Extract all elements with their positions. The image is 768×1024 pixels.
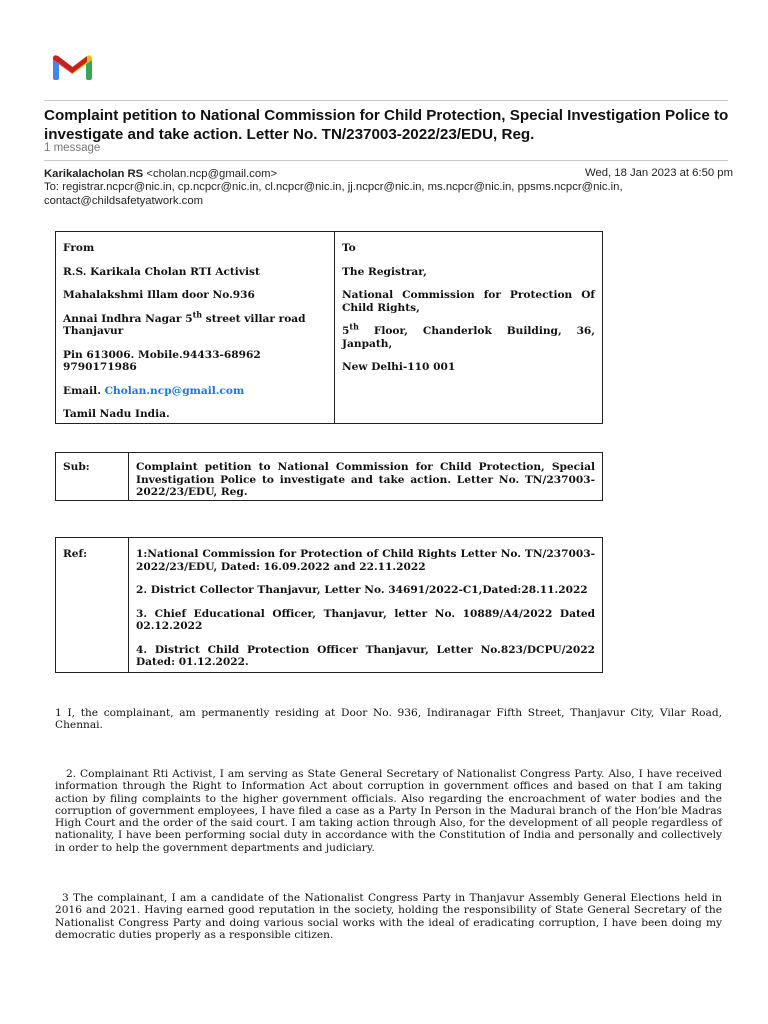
header-divider xyxy=(44,100,728,101)
reference-table xyxy=(55,537,603,673)
paragraph-2: 2. Complainant Rti Activist, I am serving as State General Secretary of Nationalist Congress Party. Also, I have received information through the Right to Information Act about corruption in government offices and based on that I am taking action by filing complaints to the higher government officials. Also regarding the encroachment of water bodies and the corruption of government employees, I have filed a case as a Party In Person in the Madurai branch of the Hon’ble Madras High Court and the order of the said court. I am taking action through Also, for the development of all people regardless of nationality, I have been performing social duty in accordance with the Constitution of India and personally and collectively in order to help the government departments and judiciary. xyxy=(55,768,722,854)
sub-text: Complaint petition to National Commission for Child Protection, Special Investigation Police to investigate and take action. Letter No. TN/237003-2022/23/EDU, Reg. xyxy=(129,453,603,501)
to-title: The Registrar, xyxy=(342,265,427,278)
from-heading: From xyxy=(63,242,95,254)
email-subject: Complaint petition to National Commission for Child Protection, Special Investigation Police to investigate and take action. Letter No. TN/237003-2022/23/EDU, Reg. xyxy=(44,107,729,143)
from-email-link[interactable]: Cholan.ncp@gmail.com xyxy=(104,384,245,397)
address-table xyxy=(55,231,603,424)
from-address1: Mahalakshmi Illam door No.936 xyxy=(63,289,255,301)
to-floor: 5th Floor, Chanderlok Building, 36, Janpath, xyxy=(342,321,595,350)
from-email: Email. Cholan.ncp@gmail.com xyxy=(63,384,245,397)
sub-label: Sub: xyxy=(56,453,129,501)
from-country: Tamil Nadu India. xyxy=(63,408,170,420)
from-cell xyxy=(56,232,335,424)
sender-name[interactable]: Karikalacholan RS xyxy=(44,168,144,180)
message-count: 1 message xyxy=(44,142,101,154)
paragraph-3: 3 The complainant, I am a candidate of the Nationalist Congress Party in Thanjavur Assembly General Elections held in 2016 and 2021. Having earned good reputation in the society, holding the responsibility of State General Secretary of the Nationalist Congress Party and doing various social works with the ideal of eradicating corruption, I have been doing my democratic duties properly as a responsible citizen. xyxy=(55,892,722,941)
to-city: New Delhi-110 001 xyxy=(342,361,456,373)
sender-email[interactable]: <cholan.ncp@gmail.com> xyxy=(146,168,278,180)
ref-label: Ref: xyxy=(56,538,129,673)
ref-list xyxy=(129,538,603,673)
email-date: Wed, 18 Jan 2023 at 6:50 pm xyxy=(584,167,733,179)
recipients-line: To: registrar.ncpcr@nic.in, cp.ncpcr@nic.in, cl.ncpcr@nic.in, jj.ncpcr@nic.in, ms.ncpcr@nic.in, ppsms.ncpcr@nic.in, contact@childsafetyatwork.com xyxy=(44,181,623,207)
from-name: R.S. Karikala Cholan RTI Activist xyxy=(63,265,260,278)
to-heading: To xyxy=(342,242,356,254)
to-cell xyxy=(335,232,603,424)
ref-item: 2. District Collector Thanjavur, Letter No. 34691/2022-C1,Dated:28.11.2022 xyxy=(136,584,588,596)
to-org: National Commission for Protection Of Child Rights, xyxy=(342,289,595,314)
ref-item: 1:National Commission for Protection of Child Rights Letter No. TN/237003-2022/23/EDU, Dated: 16.09.2022 and 22.11.2022 xyxy=(136,548,595,573)
from-address2: Annai Indhra Nagar 5th street villar road Thanjavur xyxy=(63,308,306,337)
ref-item: 3. Chief Educational Officer, Thanjavur, letter No. 10889/A4/2022 Dated 02.12.2022 xyxy=(136,607,595,632)
subject-divider xyxy=(44,160,728,161)
ref-item: 4. District Child Protection Officer Thanjavur, Letter No.823/DCPU/2022 Dated: 01.12.2022. xyxy=(136,643,595,668)
gmail-logo-icon xyxy=(53,54,92,80)
subject-table xyxy=(55,452,603,501)
sender-line xyxy=(44,167,277,181)
from-pin: Pin 613006. Mobile.94433-68962 9790171986 xyxy=(63,348,261,373)
paragraph-1: 1 I, the complainant, am permanently residing at Door No. 936, Indiranagar Fifth Street, Thanjavur City, Vilar Road, Chennai. xyxy=(55,707,722,732)
